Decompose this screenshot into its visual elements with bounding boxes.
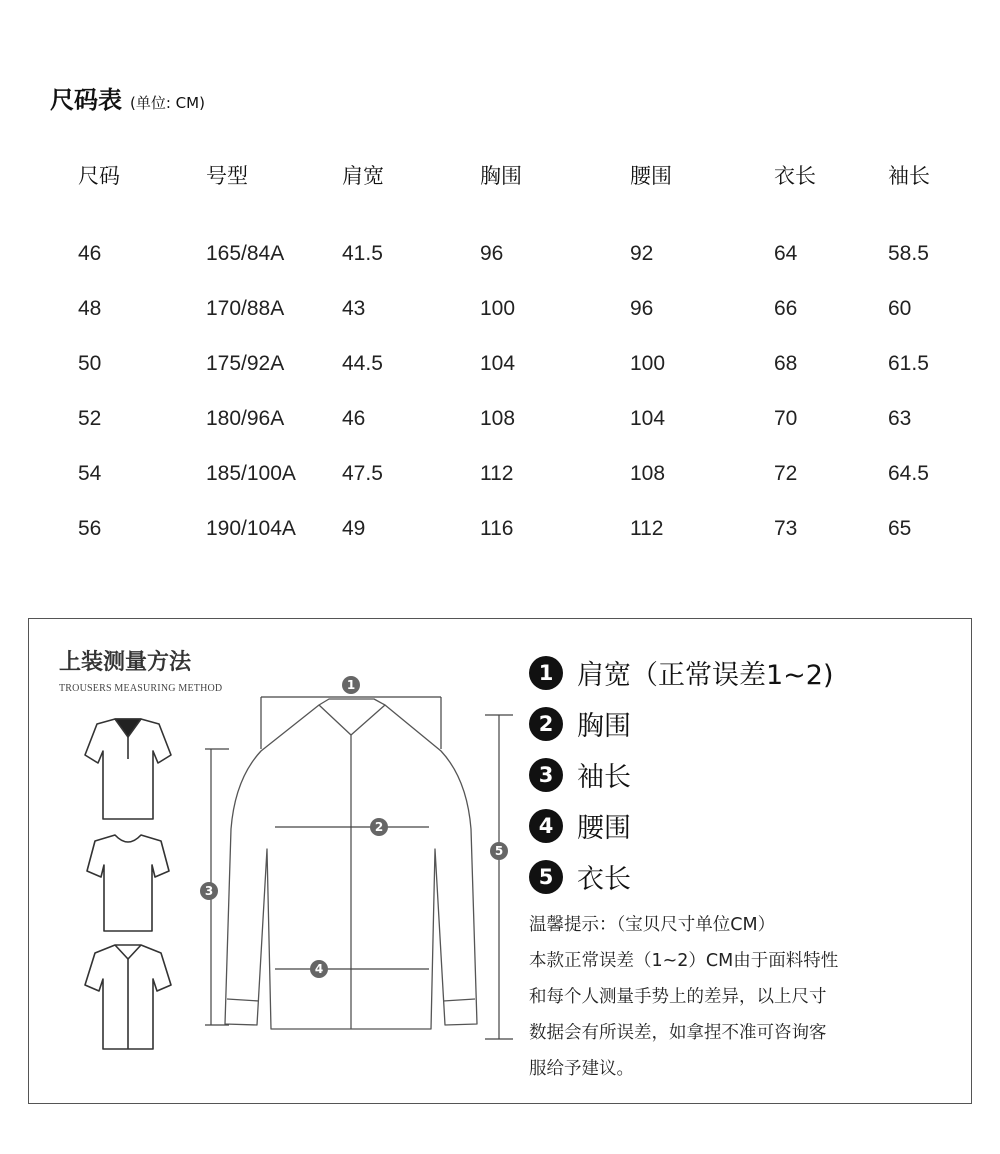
table-cell: 170/88A xyxy=(206,296,285,320)
header-cell: 号型 xyxy=(206,164,248,188)
table-cell: 64.5 xyxy=(888,461,929,485)
table-cell: 165/84A xyxy=(206,241,285,265)
marker-1-label: 1 xyxy=(346,678,356,692)
table-cell: 44.5 xyxy=(342,351,383,375)
table-row xyxy=(48,446,988,501)
marker-2-label: 2 xyxy=(374,820,384,834)
table-cell: 64 xyxy=(774,241,798,265)
table-cell: 65 xyxy=(888,516,912,540)
legend-label: 衣长 xyxy=(577,864,631,895)
marker-5-label: 5 xyxy=(494,844,504,858)
table-cell: 104 xyxy=(480,351,516,375)
table-cell: 46 xyxy=(342,406,366,430)
table-cell: 52 xyxy=(78,406,102,430)
header-cell: 尺码 xyxy=(78,164,120,188)
number-badge-icon: 3 xyxy=(529,758,563,792)
table-cell: 63 xyxy=(888,406,912,430)
tip-line: 和每个人测量手势上的差异，以上尺寸 xyxy=(529,987,827,1007)
number-badge-icon: 5 xyxy=(529,860,563,894)
legend-label: 肩宽（正常误差1~2) xyxy=(577,660,834,691)
legend-item xyxy=(529,647,834,698)
measure-legend xyxy=(529,647,834,902)
marker-3-label: 3 xyxy=(204,884,214,898)
table-cell: 56 xyxy=(78,516,102,540)
unit-label: (单位: CM) xyxy=(130,94,205,112)
table-cell: 190/104A xyxy=(206,516,296,540)
table-cell: 112 xyxy=(480,461,514,485)
header-cell: 衣长 xyxy=(774,164,816,188)
legend-item xyxy=(529,800,834,851)
table-cell: 54 xyxy=(78,461,102,485)
table-cell: 60 xyxy=(888,296,912,320)
table-cell: 116 xyxy=(480,516,514,540)
header-cell: 袖长 xyxy=(888,164,930,188)
legend-item xyxy=(529,749,834,800)
measure-title: 上装测量方法 xyxy=(59,650,192,675)
table-cell: 185/100A xyxy=(206,461,296,485)
table-cell: 108 xyxy=(630,461,666,485)
tip-line: 温馨提示：（宝贝尺寸单位CM） xyxy=(529,915,776,935)
table-cell: 96 xyxy=(630,296,654,320)
size-table xyxy=(48,150,988,556)
measure-subtitle: TROUSERS MEASURING METHOD xyxy=(59,683,223,694)
table-cell: 50 xyxy=(78,351,102,375)
marker-4-label: 4 xyxy=(314,962,324,976)
header-cell: 腰围 xyxy=(630,164,672,188)
table-cell: 108 xyxy=(480,406,516,430)
table-cell: 100 xyxy=(480,296,516,320)
legend-label: 腰围 xyxy=(577,813,631,844)
measuring-method-panel xyxy=(28,618,972,1104)
header-cell: 胸围 xyxy=(480,164,522,188)
tshirt-icon xyxy=(87,835,169,931)
tip-line: 数据会有所误差，如拿捏不准可咨询客 xyxy=(529,1023,827,1043)
table-header-row xyxy=(48,150,988,200)
header-cell: 肩宽 xyxy=(342,164,384,188)
page-title: 尺码表 xyxy=(50,86,122,114)
table-cell: 49 xyxy=(342,516,366,540)
table-cell: 100 xyxy=(630,351,666,375)
table-row xyxy=(48,336,988,391)
number-badge-icon: 1 xyxy=(529,656,563,690)
table-cell: 61.5 xyxy=(888,351,929,375)
short-sleeve-shirt-icon xyxy=(85,945,171,1049)
legend-label: 胸围 xyxy=(577,711,631,742)
table-cell: 175/92A xyxy=(206,351,285,375)
table-row xyxy=(48,226,988,281)
polo-shirt-icon xyxy=(85,719,171,819)
table-row xyxy=(48,281,988,336)
legend-label: 袖长 xyxy=(577,762,631,793)
table-cell: 47.5 xyxy=(342,461,383,485)
table-cell: 46 xyxy=(78,241,102,265)
number-badge-icon: 4 xyxy=(529,809,563,843)
table-row xyxy=(48,391,988,446)
legend-item xyxy=(529,698,834,749)
table-cell: 104 xyxy=(630,406,666,430)
measurement-diagram xyxy=(29,619,504,1105)
table-cell: 68 xyxy=(774,351,798,375)
size-chart-header xyxy=(50,80,205,115)
table-cell: 180/96A xyxy=(206,406,285,430)
table-cell: 41.5 xyxy=(342,241,383,265)
table-cell: 96 xyxy=(480,241,504,265)
number-badge-icon: 2 xyxy=(529,707,563,741)
table-row xyxy=(48,501,988,556)
legend-item xyxy=(529,851,834,902)
long-shirt-drawing xyxy=(225,699,477,1029)
table-cell: 48 xyxy=(78,296,102,320)
table-cell: 73 xyxy=(774,516,798,540)
table-cell: 70 xyxy=(774,406,798,430)
table-cell: 112 xyxy=(630,516,664,540)
tips-text xyxy=(529,907,939,1087)
table-cell: 43 xyxy=(342,296,366,320)
tip-line: 本款正常误差（1~2）CM由于面料特性 xyxy=(529,951,839,971)
table-cell: 66 xyxy=(774,296,798,320)
tip-line: 服给予建议。 xyxy=(529,1059,634,1079)
table-cell: 72 xyxy=(774,461,798,485)
table-cell: 58.5 xyxy=(888,241,929,265)
table-cell: 92 xyxy=(630,241,654,265)
